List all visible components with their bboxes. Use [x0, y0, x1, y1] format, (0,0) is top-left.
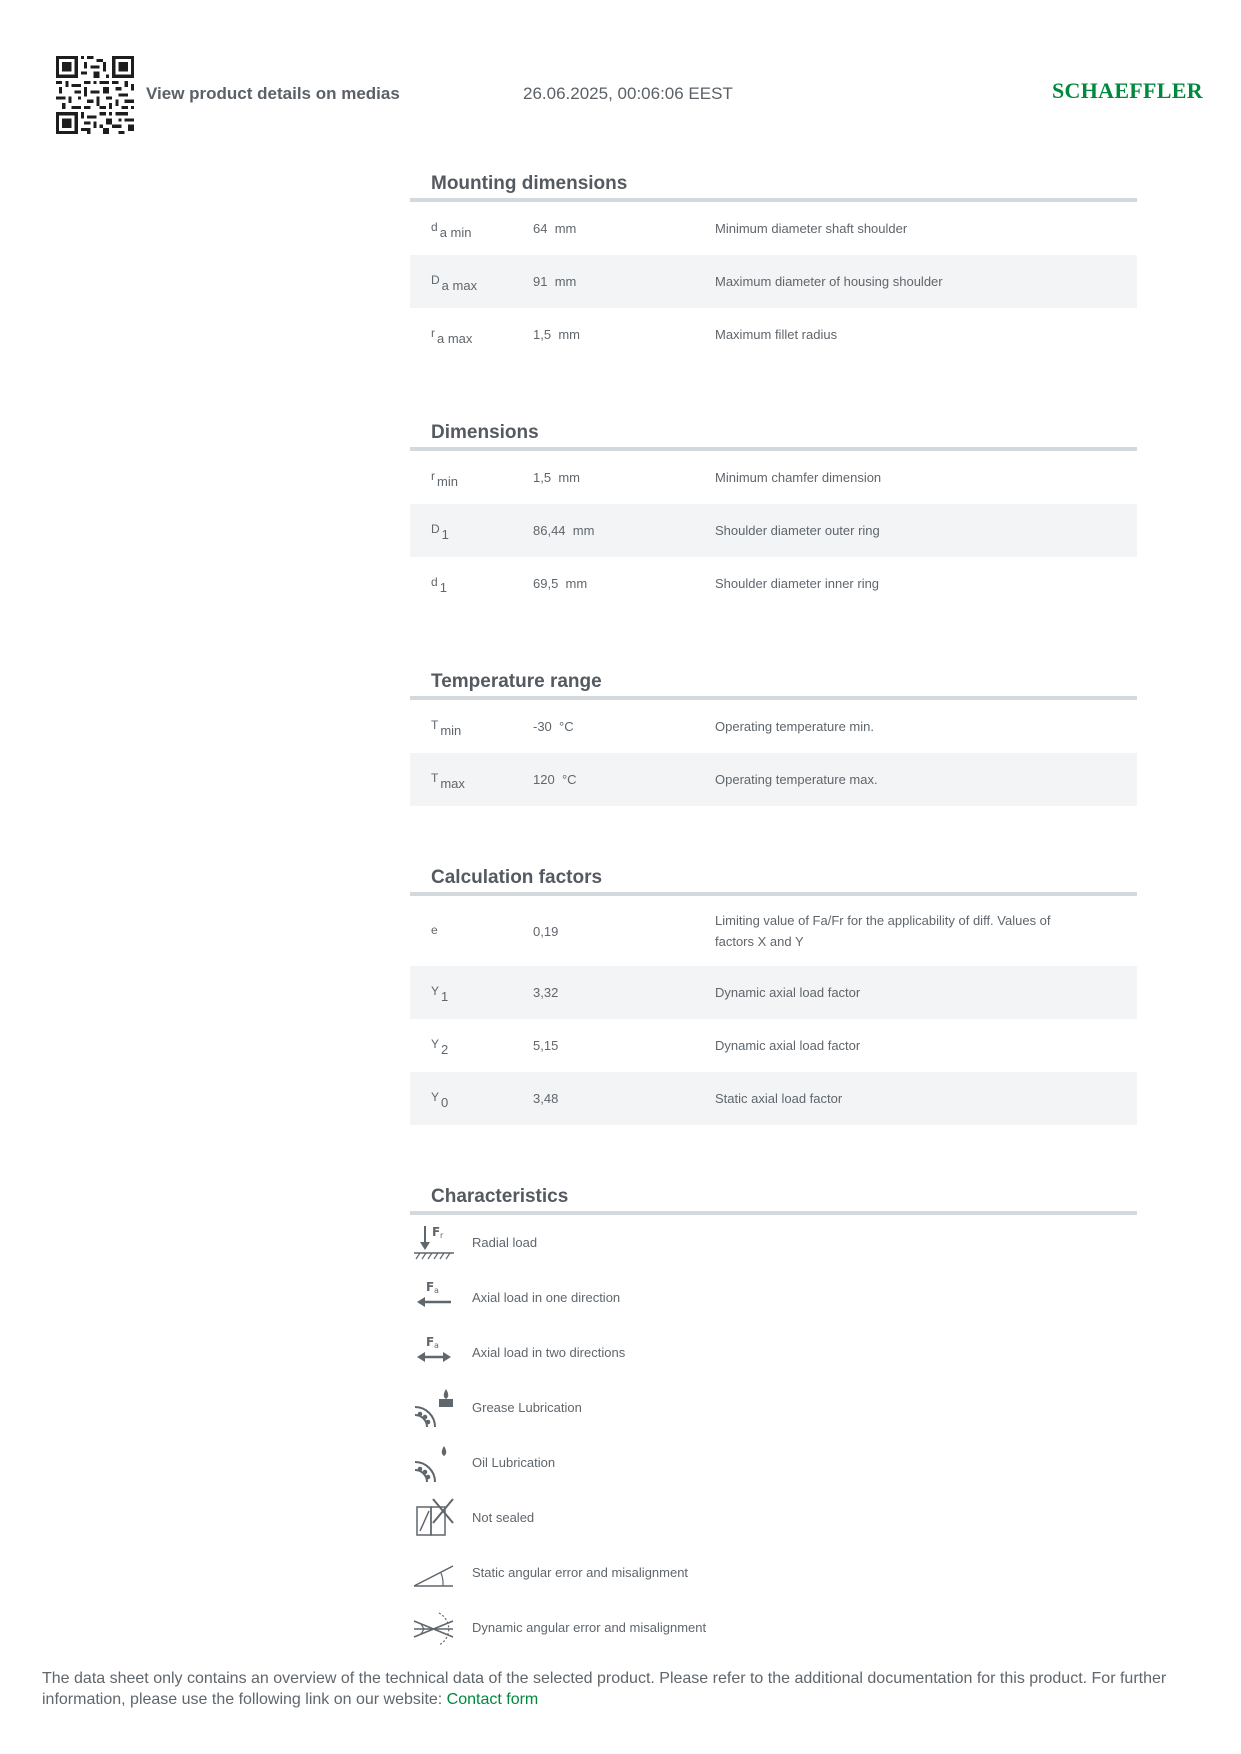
value-unit: mm — [558, 327, 580, 342]
value-unit: mm — [554, 221, 577, 236]
value-number: 5,15 — [533, 1038, 559, 1053]
parameter-value — [533, 719, 715, 734]
parameter-value — [533, 274, 715, 289]
not-sealed-icon — [411, 1495, 457, 1541]
dynamic-angular-error-icon — [411, 1605, 457, 1651]
symbol-letter: T — [431, 718, 439, 732]
characteristic-item — [410, 1545, 1137, 1600]
section-calculation-factors — [410, 864, 1137, 1125]
symbol-subscript: 2 — [441, 1042, 449, 1057]
section-title: Characteristics — [431, 1186, 569, 1207]
characteristic-item — [410, 1380, 1137, 1435]
section-mounting-dimensions — [410, 170, 1137, 361]
symbol-subscript: min — [440, 723, 462, 738]
static-angular-error-icon — [411, 1550, 457, 1596]
value-unit: mm — [565, 576, 588, 591]
parameter-value — [533, 470, 715, 485]
section-temperature-range — [410, 668, 1137, 806]
table-row — [410, 896, 1137, 966]
parameter-symbol — [410, 522, 533, 542]
table-row — [410, 753, 1137, 806]
parameter-value — [533, 221, 715, 236]
value-number: 91 — [533, 274, 548, 289]
value-unit: °C — [559, 719, 574, 734]
section-title: Calculation factors — [431, 867, 603, 888]
parameter-symbol — [410, 575, 533, 595]
parameter-description: Dynamic axial load factor — [715, 985, 861, 1000]
section-title: Dimensions — [431, 422, 539, 443]
symbol-letter: e — [431, 922, 438, 937]
parameter-description: Minimum chamfer dimension — [715, 470, 882, 485]
table-row — [410, 255, 1137, 308]
symbol-letter: r — [431, 469, 435, 483]
datasheet-content — [410, 170, 1137, 1713]
symbol-letter: d — [431, 575, 438, 589]
svg-text:F: F — [426, 1334, 435, 1349]
datasheet-datetime: 26.06.2025, 00:06:06 EEST — [523, 84, 733, 103]
table-row — [410, 966, 1137, 1019]
value-unit: mm — [558, 470, 580, 485]
svg-text:F: F — [426, 1279, 435, 1294]
characteristic-label: Axial load in two directions — [472, 1345, 626, 1360]
parameter-symbol — [410, 326, 533, 346]
characteristic-label: Dynamic angular error and misalignment — [472, 1620, 707, 1635]
symbol-subscript: max — [440, 776, 465, 791]
parameter-value — [533, 327, 715, 342]
parameter-value — [533, 1091, 715, 1106]
table-row — [410, 202, 1137, 255]
symbol-subscript: a max — [437, 331, 473, 346]
value-number: 64 — [533, 221, 548, 236]
parameter-value — [533, 985, 715, 1000]
parameter-description: Maximum diameter of housing shoulder — [715, 274, 943, 289]
table-row — [410, 451, 1137, 504]
table-row — [410, 557, 1137, 610]
value-number: 0,19 — [533, 923, 559, 939]
axial-load-two-directions-icon — [411, 1330, 457, 1376]
table-row — [410, 700, 1137, 753]
characteristics-list — [410, 1215, 1137, 1655]
characteristic-label: Radial load — [472, 1235, 538, 1250]
value-number: 3,32 — [533, 985, 559, 1000]
parameter-description: Operating temperature min. — [715, 719, 874, 734]
symbol-subscript: a max — [441, 278, 478, 293]
parameter-description: Limiting value of Fa/Fr for the applicability of diff. Values of factors X and Y — [715, 913, 1051, 949]
value-number: -30 — [533, 719, 552, 734]
parameter-value — [533, 772, 715, 787]
parameter-description: Dynamic axial load factor — [715, 1038, 861, 1053]
characteristic-item — [410, 1490, 1137, 1545]
parameter-description: Minimum diameter shaft shoulder — [715, 221, 908, 236]
contact-form-link[interactable]: Contact form — [446, 1691, 539, 1708]
symbol-subscript: 1 — [439, 580, 447, 595]
value-unit: mm — [572, 523, 595, 538]
symbol-letter: Y — [431, 1090, 440, 1104]
section-title: Mounting dimensions — [431, 173, 628, 194]
parameter-description: Shoulder diameter outer ring — [715, 523, 880, 538]
parameter-symbol — [410, 771, 533, 791]
characteristic-label: Grease Lubrication — [472, 1400, 582, 1415]
table-row — [410, 308, 1137, 361]
parameter-value — [533, 1038, 715, 1053]
oil-lubrication-icon — [411, 1440, 457, 1486]
parameter-symbol — [410, 718, 533, 738]
view-product-details-link[interactable]: View product details on medias — [146, 84, 400, 103]
symbol-subscript: 1 — [441, 989, 449, 1004]
symbol-letter: T — [431, 771, 439, 785]
parameter-symbol — [410, 1090, 533, 1110]
table-row — [410, 1072, 1137, 1125]
parameter-value — [533, 924, 715, 939]
table-row — [410, 504, 1137, 557]
value-number: 3,48 — [533, 1091, 559, 1106]
value-number: 1,5 — [533, 470, 552, 485]
footer-text: The data sheet only contains an overview of the technical data of the selected product. Please refer to the additional documentation for this product. For further information, please use the following link on our website: — [42, 1670, 1167, 1708]
qr-code-graphic — [56, 56, 134, 134]
schaeffler-logo: SCHAEFFLER — [1052, 78, 1203, 103]
value-number: 120 — [533, 772, 555, 787]
characteristic-label: Axial load in one direction — [472, 1290, 621, 1305]
radial-load-icon — [411, 1220, 457, 1266]
parameter-value — [533, 576, 715, 591]
section-dimensions — [410, 419, 1137, 610]
parameter-symbol — [410, 469, 533, 489]
characteristic-item — [410, 1435, 1137, 1490]
parameter-description: Operating temperature max. — [715, 772, 878, 787]
parameter-symbol — [410, 924, 533, 939]
grease-lubrication-icon — [411, 1385, 457, 1431]
parameter-symbol — [410, 984, 533, 1004]
parameter-description: Shoulder diameter inner ring — [715, 576, 880, 591]
characteristic-item — [410, 1325, 1137, 1380]
symbol-letter: D — [431, 273, 440, 287]
parameter-symbol — [410, 220, 533, 240]
qr-code[interactable] — [56, 56, 134, 134]
parameter-symbol — [410, 1037, 533, 1057]
characteristics-section — [410, 1183, 1137, 1655]
value-number: 1,5 — [533, 327, 552, 342]
parameter-description: Static axial load factor — [715, 1091, 843, 1106]
value-number: 69,5 — [533, 576, 559, 591]
svg-text:F: F — [432, 1224, 441, 1239]
symbol-letter: Y — [431, 984, 440, 998]
characteristic-label: Not sealed — [472, 1510, 535, 1525]
symbol-letter: Y — [431, 1037, 440, 1051]
characteristic-item — [410, 1215, 1137, 1270]
value-unit: °C — [561, 772, 577, 787]
parameter-value — [533, 523, 715, 538]
characteristic-item — [410, 1270, 1137, 1325]
characteristic-label: Static angular error and misalignment — [472, 1565, 689, 1580]
symbol-letter: d — [431, 220, 438, 234]
symbol-subscript: a min — [439, 225, 472, 240]
value-unit: mm — [554, 274, 577, 289]
svg-text:r: r — [440, 1230, 444, 1240]
parameter-description: Maximum fillet radius — [715, 327, 838, 342]
section-title: Temperature range — [431, 671, 602, 692]
symbol-letter: r — [431, 326, 435, 340]
svg-text:a: a — [434, 1340, 439, 1350]
footer-note — [42, 1668, 1202, 1710]
symbol-subscript: 0 — [441, 1095, 449, 1110]
symbol-subscript: 1 — [441, 527, 449, 542]
table-row — [410, 1019, 1137, 1072]
svg-text:a: a — [434, 1285, 439, 1295]
symbol-letter: D — [431, 522, 440, 536]
axial-load-one-direction-icon — [411, 1275, 457, 1321]
data-sections — [410, 170, 1137, 1125]
symbol-subscript: min — [437, 474, 458, 489]
characteristic-item — [410, 1600, 1137, 1655]
value-number: 86,44 — [533, 523, 566, 538]
characteristic-label: Oil Lubrication — [472, 1455, 556, 1470]
parameter-symbol — [410, 273, 533, 293]
